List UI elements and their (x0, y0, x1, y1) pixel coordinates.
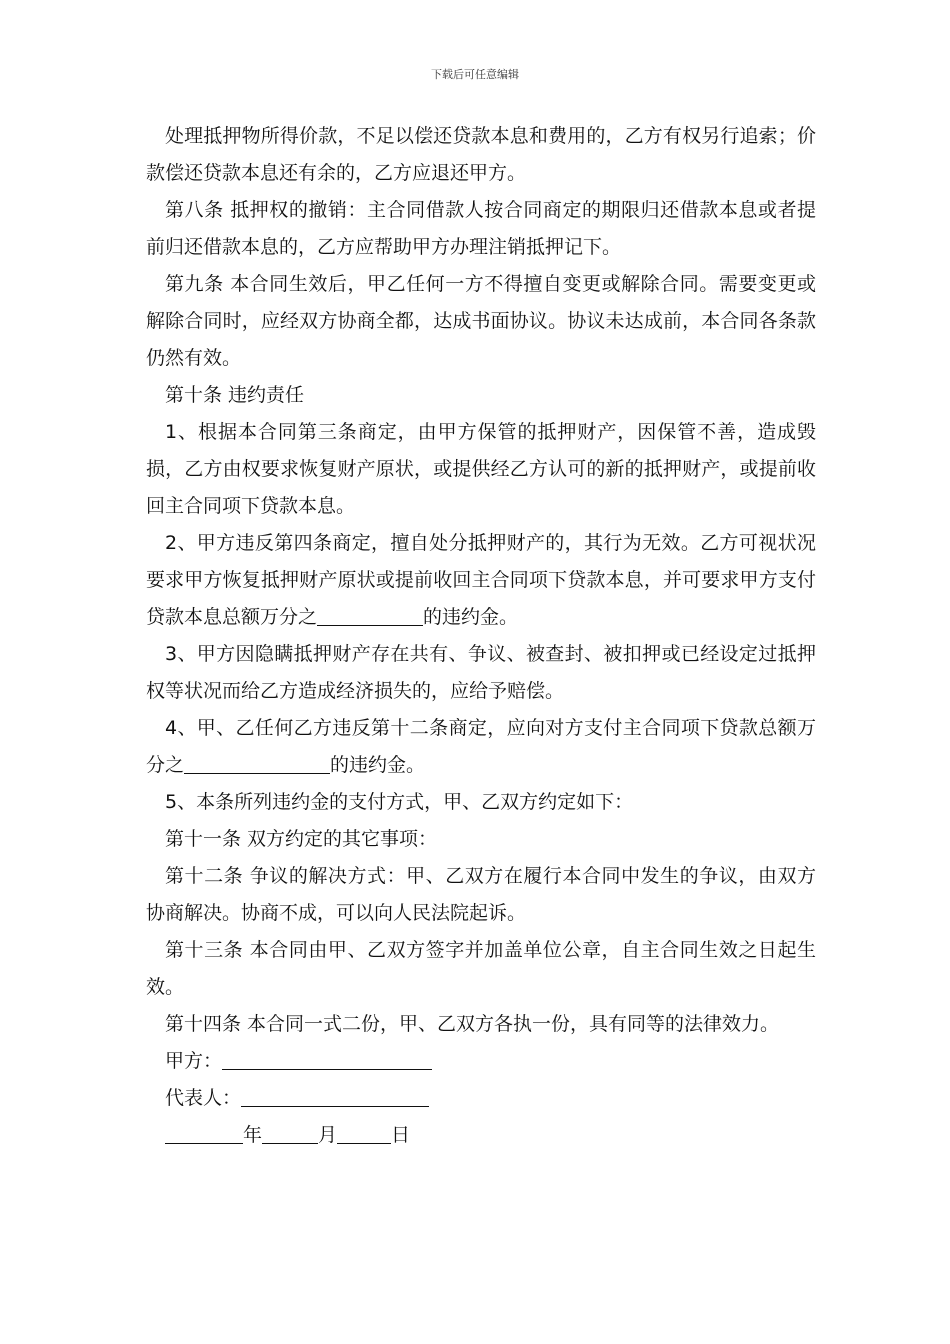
penalty-rate-blank-1[interactable] (317, 603, 423, 626)
article-14: 第十四条 本合同一式二份，甲、乙双方各执一份，具有同等的法律效力。 (165, 1013, 780, 1035)
party-a-line (146, 1043, 816, 1080)
paragraph-disposal: 处理抵押物所得价款，不足以偿还贷款本息和费用的，乙方有权另行追索；价款偿还贷款本息还有余的，乙方应退还甲方。 (146, 125, 816, 184)
item-2-text: 2、甲方违反第四条商定，擅自处分抵押财产的，其行为无效。乙方可视状况要求甲方恢复抵押财产原状或提前收回主合同项下贷款本息，并可要求甲方支付贷款本息总额万分之 (146, 532, 816, 628)
day-label: 日 (391, 1124, 411, 1146)
item-4-tail: 的违约金。 (330, 754, 426, 776)
representative-signature-blank[interactable] (241, 1084, 429, 1107)
year-blank[interactable] (165, 1121, 243, 1144)
year-label: 年 (243, 1124, 263, 1146)
article-10-item-1: 1、根据本合同第三条商定，由甲方保管的抵押财产，因保管不善，造成毁损，乙方由权要求恢复财产原状，或提供经乙方认可的新的抵押财产，或提前收回主合同项下贷款本息。 (146, 421, 816, 517)
date-line (146, 1117, 816, 1154)
month-blank[interactable] (262, 1121, 318, 1144)
item-4-text: 4、甲、乙任何乙方违反第十二条商定，应向对方支付主合同项下贷款总额万分之 (146, 717, 816, 776)
penalty-rate-blank-2[interactable] (184, 751, 330, 774)
article-10-title: 第十条 违约责任 (165, 384, 305, 406)
page-header: 下载后可任意编辑 (431, 68, 519, 81)
party-a-signature-blank[interactable] (222, 1047, 432, 1070)
article-13: 第十三条 本合同由甲、乙双方签字并加盖单位公章，自主合同生效之日起生效。 (146, 939, 816, 998)
month-label: 月 (318, 1124, 338, 1146)
article-10-item-3: 3、甲方因隐瞒抵押财产存在共有、争议、被查封、被扣押或已经设定过抵押权等状况而给乙方造成经济损失的，应给予赔偿。 (146, 643, 816, 702)
contract-body (146, 118, 816, 1154)
day-blank[interactable] (337, 1121, 391, 1144)
article-9: 第九条 本合同生效后，甲乙任何一方不得擅自变更或解除合同。需要变更或解除合同时，应经双方协商全都，达成书面协议。协议未达成前，本合同各条款仍然有效。 (146, 273, 816, 369)
article-10-item-5: 5、本条所列违约金的支付方式，甲、乙双方约定如下： (165, 791, 634, 813)
representative-label: 代表人： (165, 1087, 242, 1109)
representative-line (146, 1080, 816, 1117)
article-10-item-2 (146, 525, 816, 636)
article-11: 第十一条 双方约定的其它事项： (165, 828, 438, 850)
article-12: 第十二条 争议的解决方式：甲、乙双方在履行本合同中发生的争议，由双方协商解决。协商不成，可以向人民法院起诉。 (146, 865, 816, 924)
article-8: 第八条 抵押权的撤销：主合同借款人按合同商定的期限归还借款本息或者提前归还借款本息的，乙方应帮助甲方办理注销抵押记下。 (146, 199, 816, 258)
item-2-tail: 的违约金。 (423, 606, 519, 628)
party-a-label: 甲方： (165, 1050, 223, 1072)
article-10-item-4 (146, 710, 816, 784)
